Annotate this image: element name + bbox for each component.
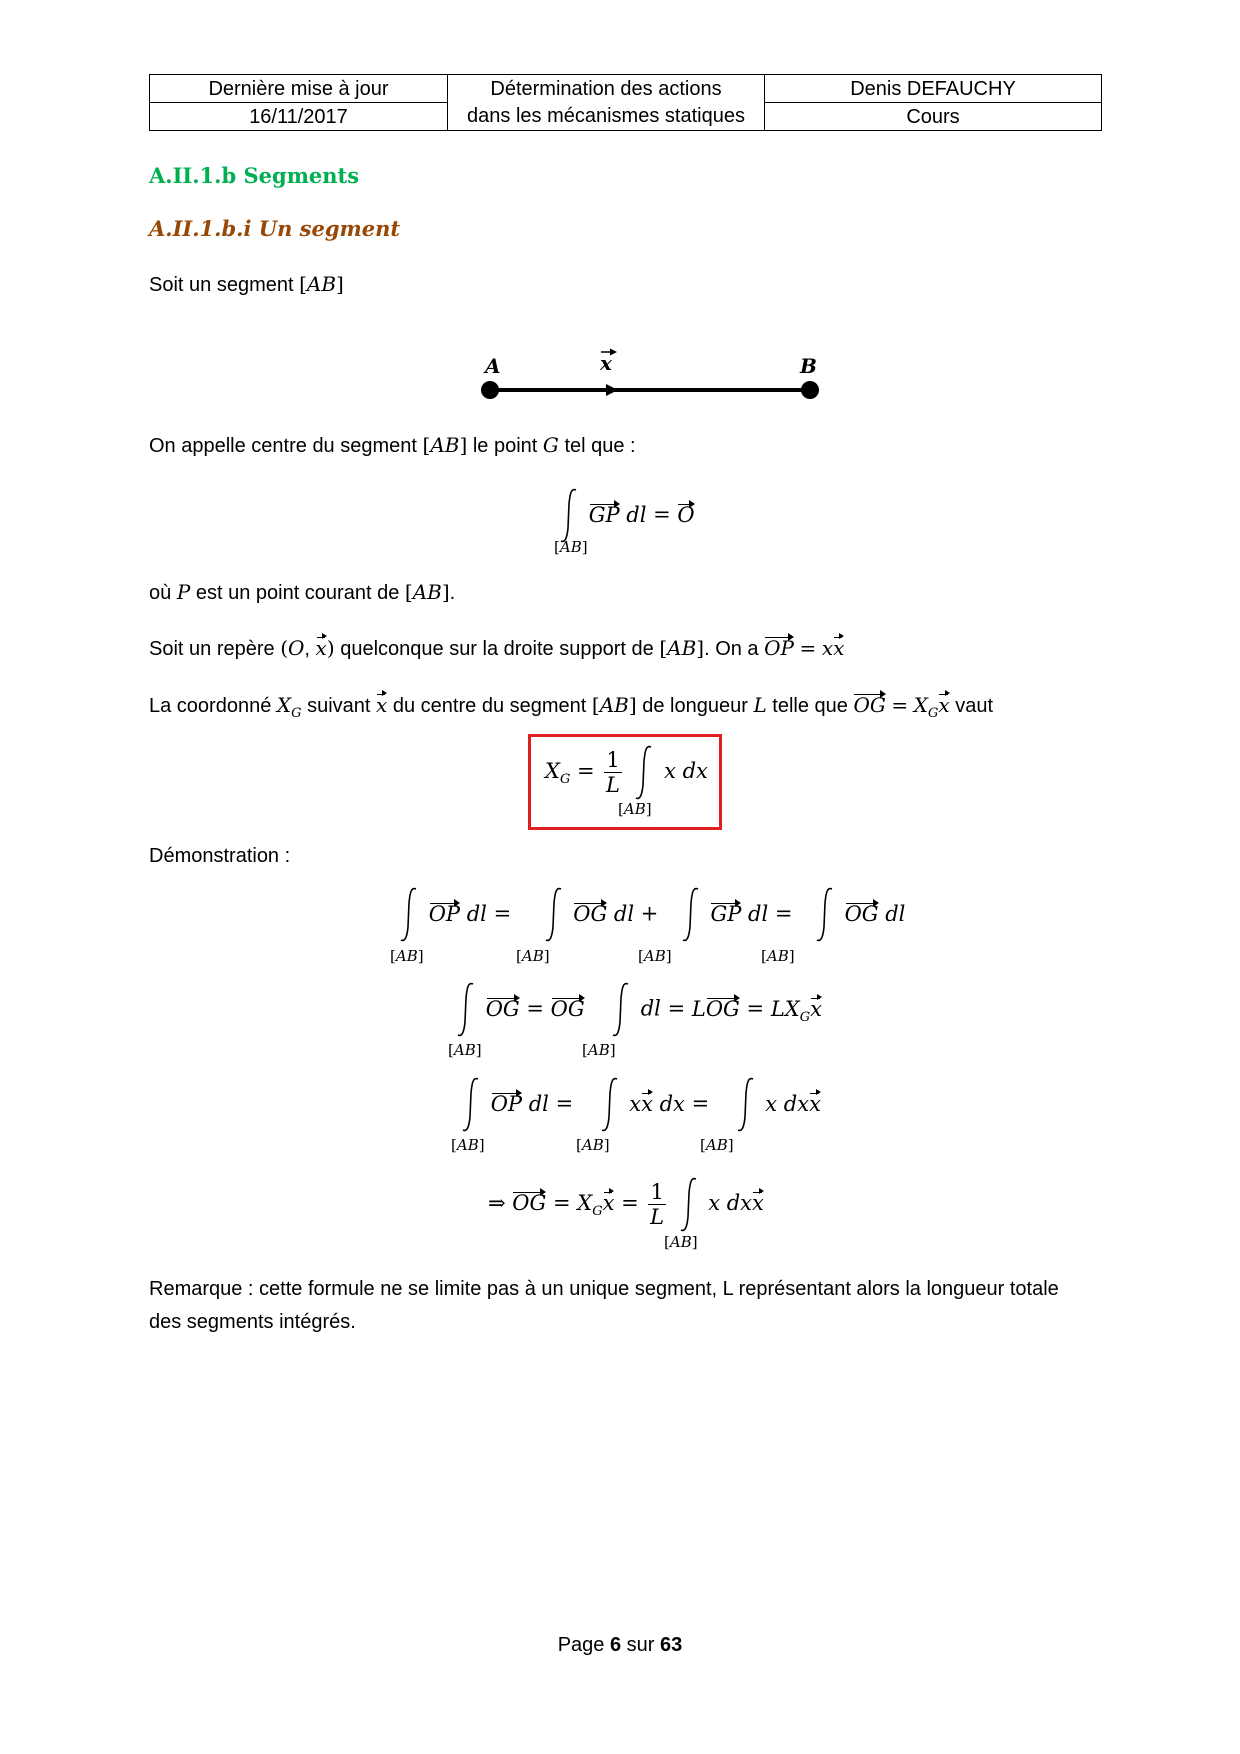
page-footer: Page 6 sur 63 [557, 1634, 683, 1656]
demo-heading: Démonstration : [149, 845, 291, 867]
intro-paragraph: Soit un segment [AB] [149, 272, 344, 296]
where-paragraph: où P est un point courant de [AB]. [149, 580, 456, 604]
document-page: Dernière mise à jour Détermination des actions dans les mécanismes statiques Denis DEFAUCHY 16/11/2017 Cours A.II.1.b Segments A.II.1.b.i Un segment Soit un segment [AB] A B x On appelle centre du segment [AB] le point G tel que : GP dl = O [AB] où P est un point courant de [AB]. Soit un repère (O, x) quelconque sur la droite support de [AB]. On a OP = xx La coordonné $X_G$ suivant x du centre du segment [AB] de longueur L telle que OG = $X_Gx$ vaut $X_G$ = $\frac{1}{L}$ x dx [AB] Démonstration : OP dl = OG dl + GP dl = OG dl [AB] [AB] [AB] [AB] OG = OG dl = LOG = $LX_Gx$ [AB] [AB] OP dl = xx dx = x dxx [AB] [AB] [AB] ⇒ OG = $X_Gx$ = $\frac{1}{L}$ x dxx [AB] Remarque : cette formule ne se limite pas à un unique segment, L représentant alors la longueur totale des segments intégrés. Page 6 sur 63 [0, 0, 1240, 1754]
subsection-heading: A.II.1.b.i Un segment [149, 216, 401, 241]
page-total: 63 [660, 1634, 683, 1656]
point-a-label: A [485, 354, 501, 378]
demo-equation-3: OP dl = xx dx = x dxx [458, 1085, 821, 1125]
result-domain: [AB] [618, 800, 652, 818]
remark-line-1: Remarque : cette formule ne se limite pas à un unique segment, L représentant alors la longueur totale [149, 1278, 1059, 1300]
definition-paragraph: On appelle centre du segment [AB] le point G tel que : [149, 433, 636, 457]
result-equation: $X_G$ = $\frac{1}{L}$ x dx [545, 748, 708, 797]
section-heading: A.II.1.b Segments [149, 163, 360, 188]
frame-paragraph: Soit un repère (O, x) quelconque sur la droite support de [AB]. On a OP = xx [149, 636, 845, 660]
centre-equation: GP dl = O [556, 496, 695, 536]
update-date: 16/11/2017 [150, 103, 448, 131]
page-number: 6 [609, 1634, 622, 1656]
demo-equation-1: OP dl = OG dl + GP dl = OG dl [396, 895, 905, 935]
vector-x-label: x [600, 351, 612, 375]
integral-domain: [AB] [554, 538, 588, 556]
header-table [149, 74, 1102, 131]
coordinate-paragraph: La coordonné $X_G$ suivant x du centre du segment [AB] de longueur L telle que OG = $X_Gx$ vaut [149, 693, 994, 721]
segment-figure [470, 345, 830, 405]
demo-equation-2: OG = OG dl = LOG = $LX_Gx$ [453, 990, 822, 1030]
doc-type: Cours [765, 103, 1102, 131]
demo-equation-4: ⇒ OG = $X_Gx$ = $\frac{1}{L}$ x dxx [488, 1180, 764, 1229]
author: Denis DEFAUCHY [765, 75, 1102, 103]
remark-line-2: des segments intégrés. [149, 1311, 356, 1333]
point-b-label: B [800, 354, 817, 378]
doc-title: Détermination des actions dans les mécanismes statiques [448, 75, 765, 131]
update-label: Dernière mise à jour [150, 75, 448, 103]
